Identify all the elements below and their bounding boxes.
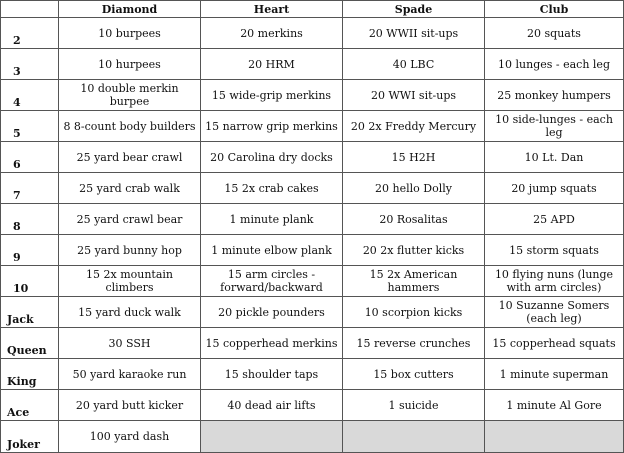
row-label: 5: [1, 111, 59, 142]
exercise-cell-spade: 1 suicide: [343, 390, 485, 421]
exercise-cell-spade: 15 2x American hammers: [343, 266, 485, 297]
row-label: Queen: [1, 328, 59, 359]
table-row: [1, 173, 624, 204]
table-row: [1, 111, 624, 142]
exercise-cell-diamond: 30 SSH: [59, 328, 201, 359]
row-label: 7: [1, 173, 59, 204]
row-label: 9: [1, 235, 59, 266]
exercise-cell-heart: 1 minute plank: [201, 204, 343, 235]
header-club: Club: [485, 1, 624, 18]
row-label: Joker: [1, 421, 59, 453]
exercise-cell-diamond: 8 8-count body builders: [59, 111, 201, 142]
exercise-cell-heart: 15 copperhead merkins: [201, 328, 343, 359]
empty-cell: [343, 421, 485, 453]
table-row: [1, 421, 624, 453]
exercise-cell-diamond: 20 yard butt kicker: [59, 390, 201, 421]
exercise-cell-diamond: 25 yard crawl bear: [59, 204, 201, 235]
exercise-cell-heart: 15 narrow grip merkins: [201, 111, 343, 142]
exercise-cell-diamond: 25 yard crab walk: [59, 173, 201, 204]
exercise-cell-diamond: 25 yard bunny hop: [59, 235, 201, 266]
exercise-cell-club: 10 side-lunges - each leg: [485, 111, 624, 142]
row-label: King: [1, 359, 59, 390]
exercise-cell-club: 1 minute Al Gore: [485, 390, 624, 421]
row-label: 10: [1, 266, 59, 297]
exercise-cell-diamond: 10 hurpees: [59, 49, 201, 80]
exercise-cell-diamond: 100 yard dash: [59, 421, 201, 453]
exercise-cell-spade: 20 hello Dolly: [343, 173, 485, 204]
exercise-cell-spade: 40 LBC: [343, 49, 485, 80]
header-spade: Spade: [343, 1, 485, 18]
exercise-cell-club: 25 monkey humpers: [485, 80, 624, 111]
exercise-cell-diamond: 50 yard karaoke run: [59, 359, 201, 390]
row-label: 6: [1, 142, 59, 173]
table-row: [1, 49, 624, 80]
table-row: [1, 204, 624, 235]
exercise-cell-club: 10 Suzanne Somers (each leg): [485, 297, 624, 328]
row-label: Jack: [1, 297, 59, 328]
exercise-cell-club: 20 jump squats: [485, 173, 624, 204]
exercise-cell-spade: 20 2x Freddy Mercury: [343, 111, 485, 142]
table-row: [1, 80, 624, 111]
exercise-cell-club: 10 flying nuns (lunge with arm circles): [485, 266, 624, 297]
exercise-cell-heart: 15 arm circles - forward/backward: [201, 266, 343, 297]
exercise-cell-spade: 20 Rosalitas: [343, 204, 485, 235]
table-body: [1, 18, 624, 453]
exercise-cell-club: 15 copperhead squats: [485, 328, 624, 359]
exercise-cell-heart: 15 wide-grip merkins: [201, 80, 343, 111]
exercise-cell-diamond: 15 2x mountain climbers: [59, 266, 201, 297]
exercise-cell-heart: 20 Carolina dry docks: [201, 142, 343, 173]
row-label: 8: [1, 204, 59, 235]
exercise-cell-spade: 20 WWI sit-ups: [343, 80, 485, 111]
table-row: [1, 235, 624, 266]
header-diamond: Diamond: [59, 1, 201, 18]
table-row: [1, 390, 624, 421]
empty-cell: [485, 421, 624, 453]
header-heart: Heart: [201, 1, 343, 18]
exercise-cell-spade: 15 reverse crunches: [343, 328, 485, 359]
exercise-cell-spade: 20 WWII sit-ups: [343, 18, 485, 49]
exercise-cell-club: 10 Lt. Dan: [485, 142, 624, 173]
exercise-cell-club: 25 APD: [485, 204, 624, 235]
exercise-cell-club: 1 minute superman: [485, 359, 624, 390]
exercise-cell-heart: 20 HRM: [201, 49, 343, 80]
exercise-cell-heart: 20 merkins: [201, 18, 343, 49]
table-row: [1, 297, 624, 328]
header-row: [1, 1, 624, 18]
exercise-cell-diamond: 25 yard bear crawl: [59, 142, 201, 173]
exercise-cell-spade: 15 H2H: [343, 142, 485, 173]
exercise-cell-heart: 40 dead air lifts: [201, 390, 343, 421]
table-row: [1, 142, 624, 173]
exercise-cell-club: 15 storm squats: [485, 235, 624, 266]
exercise-cell-spade: 20 2x flutter kicks: [343, 235, 485, 266]
row-label: 2: [1, 18, 59, 49]
table-row: [1, 328, 624, 359]
exercise-cell-heart: 15 shoulder taps: [201, 359, 343, 390]
exercise-cell-heart: 20 pickle pounders: [201, 297, 343, 328]
exercise-cell-spade: 10 scorpion kicks: [343, 297, 485, 328]
exercise-cell-diamond: 10 double merkin burpee: [59, 80, 201, 111]
exercise-cell-club: 20 squats: [485, 18, 624, 49]
header-corner: [1, 1, 59, 18]
exercise-cell-heart: 15 2x crab cakes: [201, 173, 343, 204]
table-row: [1, 266, 624, 297]
table-row: [1, 359, 624, 390]
table-row: [1, 18, 624, 49]
row-label: 3: [1, 49, 59, 80]
exercise-cell-diamond: 10 burpees: [59, 18, 201, 49]
row-label: 4: [1, 80, 59, 111]
row-label: Ace: [1, 390, 59, 421]
exercise-cell-heart: 1 minute elbow plank: [201, 235, 343, 266]
empty-cell: [201, 421, 343, 453]
exercise-cell-club: 10 lunges - each leg: [485, 49, 624, 80]
exercise-cell-diamond: 15 yard duck walk: [59, 297, 201, 328]
exercise-cell-spade: 15 box cutters: [343, 359, 485, 390]
